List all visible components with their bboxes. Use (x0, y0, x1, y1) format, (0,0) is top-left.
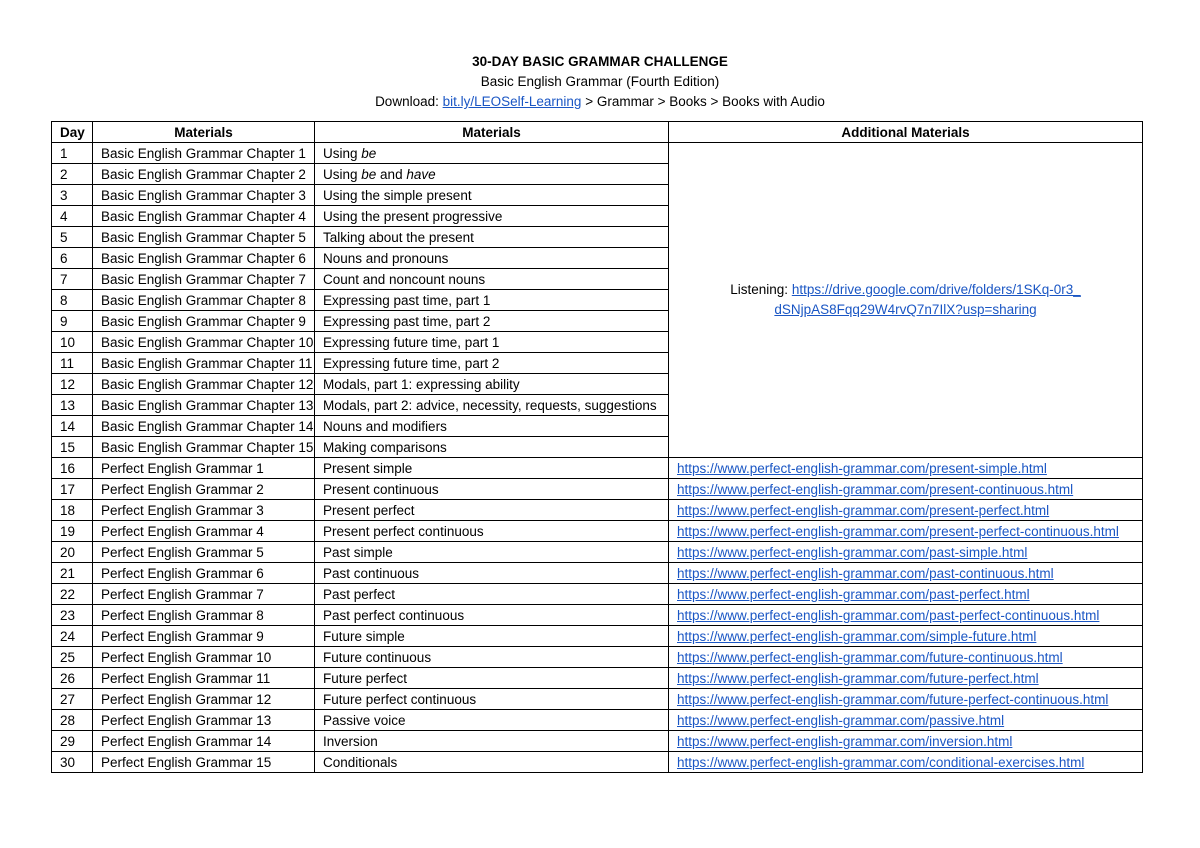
day-cell: 10 (52, 332, 93, 353)
additional-cell (669, 647, 1143, 668)
table-row (52, 542, 1143, 563)
topic-text: Count and noncount nouns (323, 271, 486, 287)
material-cell: Basic English Grammar Chapter 12 (93, 374, 315, 395)
day-cell: 18 (52, 500, 93, 521)
topic-text: Present perfect (323, 502, 415, 518)
resource-link[interactable]: https://www.perfect-english-grammar.com/future-perfect-continuous.html (677, 691, 1109, 707)
table-row (52, 563, 1143, 584)
download-link[interactable]: bit.ly/LEOSelf-Learning (442, 94, 582, 109)
additional-cell (669, 731, 1143, 752)
day-cell: 25 (52, 647, 93, 668)
resource-link[interactable]: https://www.perfect-english-grammar.com/simple-future.html (677, 628, 1037, 644)
resource-link[interactable]: https://www.perfect-english-grammar.com/inversion.html (677, 733, 1013, 749)
material-cell: Perfect English Grammar 5 (93, 542, 315, 563)
topic-cell (315, 395, 669, 416)
material-cell: Perfect English Grammar 7 (93, 584, 315, 605)
topic-text: Modals, part 2: advice, necessity, requests, suggestions (323, 397, 657, 413)
page-subtitle: Basic English Grammar (Fourth Edition) (480, 74, 720, 89)
resource-link[interactable]: https://www.perfect-english-grammar.com/present-perfect-continuous.html (677, 523, 1119, 539)
additional-cell (669, 668, 1143, 689)
header-materials-topic: Materials (315, 122, 669, 143)
day-cell: 4 (52, 206, 93, 227)
additional-cell (669, 584, 1143, 605)
topic-text: Future continuous (323, 649, 432, 665)
topic-cell (315, 227, 669, 248)
additional-cell (669, 752, 1143, 773)
topic-cell (315, 500, 669, 521)
material-cell: Basic English Grammar Chapter 3 (93, 185, 315, 206)
topic-text: Using (323, 145, 362, 161)
material-cell: Perfect English Grammar 4 (93, 521, 315, 542)
table-row (52, 752, 1143, 773)
topic-text: Present perfect continuous (323, 523, 484, 539)
table-row (52, 710, 1143, 731)
additional-cell (669, 605, 1143, 626)
day-cell: 13 (52, 395, 93, 416)
additional-cell (669, 563, 1143, 584)
listening-label: Listening: (730, 282, 792, 297)
material-cell: Perfect English Grammar 11 (93, 668, 315, 689)
download-line (0, 92, 1200, 112)
topic-text: Present continuous (323, 481, 439, 497)
table-row (52, 689, 1143, 710)
day-cell: 7 (52, 269, 93, 290)
table-row (52, 731, 1143, 752)
table-row (52, 668, 1143, 689)
day-cell: 14 (52, 416, 93, 437)
download-label: Download: (375, 94, 443, 109)
material-cell: Basic English Grammar Chapter 11 (93, 353, 315, 374)
additional-cell (669, 710, 1143, 731)
topic-text: Nouns and modifiers (323, 418, 447, 434)
table-body (52, 143, 1143, 773)
header-day: Day (52, 122, 93, 143)
material-cell: Basic English Grammar Chapter 10 (93, 332, 315, 353)
table-row (52, 479, 1143, 500)
topic-text: Modals, part 1: expressing ability (323, 376, 520, 392)
day-cell: 5 (52, 227, 93, 248)
table-row (52, 626, 1143, 647)
topic-cell (315, 437, 669, 458)
challenge-table (51, 121, 1143, 773)
topic-text: Making comparisons (323, 439, 447, 455)
material-cell: Basic English Grammar Chapter 8 (93, 290, 315, 311)
material-cell: Perfect English Grammar 14 (93, 731, 315, 752)
topic-cell (315, 542, 669, 563)
topic-text: Expressing past time, part 1 (323, 292, 491, 308)
header-materials: Materials (93, 122, 315, 143)
topic-text: and (376, 166, 407, 182)
material-cell: Basic English Grammar Chapter 14 (93, 416, 315, 437)
topic-text: Past continuous (323, 565, 420, 581)
day-cell: 12 (52, 374, 93, 395)
topic-text: Present simple (323, 460, 413, 476)
resource-link[interactable]: https://www.perfect-english-grammar.com/past-perfect.html (677, 586, 1030, 602)
topic-cell (315, 626, 669, 647)
day-cell: 16 (52, 458, 93, 479)
day-cell: 11 (52, 353, 93, 374)
material-cell: Perfect English Grammar 10 (93, 647, 315, 668)
topic-text: Past simple (323, 544, 393, 560)
day-cell: 15 (52, 437, 93, 458)
header-additional-materials: Additional Materials (669, 122, 1143, 143)
topic-text: Passive voice (323, 712, 406, 728)
topic-cell (315, 164, 669, 185)
day-cell: 20 (52, 542, 93, 563)
material-cell: Perfect English Grammar 8 (93, 605, 315, 626)
topic-cell (315, 143, 669, 164)
additional-cell (669, 542, 1143, 563)
day-cell: 9 (52, 311, 93, 332)
topic-cell (315, 206, 669, 227)
topic-cell (315, 374, 669, 395)
material-cell: Basic English Grammar Chapter 4 (93, 206, 315, 227)
topic-text: Past perfect continuous (323, 607, 465, 623)
day-cell: 2 (52, 164, 93, 185)
topic-cell (315, 521, 669, 542)
day-cell: 17 (52, 479, 93, 500)
resource-link[interactable]: https://www.perfect-english-grammar.com/present-continuous.html (677, 481, 1074, 497)
day-cell: 23 (52, 605, 93, 626)
resource-link[interactable]: https://www.perfect-english-grammar.com/past-perfect-continuous.html (677, 607, 1100, 623)
topic-cell (315, 752, 669, 773)
material-cell: Perfect English Grammar 9 (93, 626, 315, 647)
document-header (0, 52, 1200, 112)
topic-text: Expressing future time, part 2 (323, 355, 500, 371)
topic-cell (315, 269, 669, 290)
topic-cell (315, 458, 669, 479)
topic-cell (315, 668, 669, 689)
day-cell: 29 (52, 731, 93, 752)
topic-text: Using (323, 166, 362, 182)
additional-cell (669, 689, 1143, 710)
day-cell: 21 (52, 563, 93, 584)
download-path: > Grammar > Books > Books with Audio (581, 94, 825, 109)
additional-cell (669, 458, 1143, 479)
topic-text: Nouns and pronouns (323, 250, 449, 266)
day-cell: 28 (52, 710, 93, 731)
topic-text: Expressing past time, part 2 (323, 313, 491, 329)
table-row (52, 458, 1143, 479)
material-cell: Basic English Grammar Chapter 13 (93, 395, 315, 416)
topic-cell (315, 731, 669, 752)
material-cell: Basic English Grammar Chapter 9 (93, 311, 315, 332)
topic-text: Future perfect continuous (323, 691, 477, 707)
material-cell: Basic English Grammar Chapter 7 (93, 269, 315, 290)
day-cell: 1 (52, 143, 93, 164)
resource-link[interactable]: https://www.perfect-english-grammar.com/future-continuous.html (677, 649, 1063, 665)
topic-cell (315, 416, 669, 437)
material-cell: Basic English Grammar Chapter 5 (93, 227, 315, 248)
topic-text: Future perfect (323, 670, 408, 686)
topic-cell (315, 332, 669, 353)
topic-cell (315, 584, 669, 605)
resource-link[interactable]: https://www.perfect-english-grammar.com/past-continuous.html (677, 565, 1054, 581)
resource-link[interactable]: https://www.perfect-english-grammar.com/past-simple.html (677, 544, 1028, 560)
resource-link[interactable]: https://www.perfect-english-grammar.com/present-simple.html (677, 460, 1047, 476)
topic-cell (315, 353, 669, 374)
material-cell: Basic English Grammar Chapter 2 (93, 164, 315, 185)
topic-text: Using the simple present (323, 187, 472, 203)
resource-link[interactable]: https://www.perfect-english-grammar.com/conditional-exercises.html (677, 754, 1085, 770)
topic-text: Conditionals (323, 754, 398, 770)
material-cell: Perfect English Grammar 13 (93, 710, 315, 731)
material-cell: Perfect English Grammar 1 (93, 458, 315, 479)
listening-link[interactable]: https://drive.google.com/drive/folders/1SKq-0r3_dSNjpAS8Fqq29W4rvQ7n7IlX?usp=sharing (774, 282, 1081, 317)
material-cell: Perfect English Grammar 3 (93, 500, 315, 521)
day-cell: 6 (52, 248, 93, 269)
topic-cell (315, 563, 669, 584)
day-cell: 24 (52, 626, 93, 647)
topic-text: Past perfect (323, 586, 396, 602)
topic-text: Expressing future time, part 1 (323, 334, 500, 350)
day-cell: 3 (52, 185, 93, 206)
topic-cell (315, 311, 669, 332)
additional-cell (669, 521, 1143, 542)
topic-text: Using the present progressive (323, 208, 503, 224)
day-cell: 19 (52, 521, 93, 542)
material-cell: Perfect English Grammar 15 (93, 752, 315, 773)
topic-cell (315, 647, 669, 668)
table-row (52, 143, 1143, 164)
material-cell: Perfect English Grammar 12 (93, 689, 315, 710)
header-row (52, 122, 1143, 143)
day-cell: 26 (52, 668, 93, 689)
topic-cell (315, 710, 669, 731)
additional-cell (669, 500, 1143, 521)
topic-text: Inversion (323, 733, 378, 749)
material-cell: Basic English Grammar Chapter 15 (93, 437, 315, 458)
day-cell: 22 (52, 584, 93, 605)
topic-emphasis: be (361, 166, 377, 182)
topic-cell (315, 479, 669, 500)
topic-cell (315, 290, 669, 311)
additional-cell (669, 626, 1143, 647)
listening-cell (669, 143, 1143, 458)
day-cell: 8 (52, 290, 93, 311)
table-row (52, 500, 1143, 521)
topic-cell (315, 185, 669, 206)
table-row (52, 647, 1143, 668)
table-row (52, 605, 1143, 626)
material-cell: Basic English Grammar Chapter 6 (93, 248, 315, 269)
topic-cell (315, 248, 669, 269)
additional-cell (669, 479, 1143, 500)
topic-emphasis: be (361, 145, 377, 161)
material-cell: Basic English Grammar Chapter 1 (93, 143, 315, 164)
resource-link[interactable]: https://www.perfect-english-grammar.com/future-perfect.html (677, 670, 1039, 686)
day-cell: 27 (52, 689, 93, 710)
resource-link[interactable]: https://www.perfect-english-grammar.com/present-perfect.html (677, 502, 1050, 518)
material-cell: Perfect English Grammar 2 (93, 479, 315, 500)
day-cell: 30 (52, 752, 93, 773)
topic-emphasis: have (406, 166, 436, 182)
page-title: 30-DAY BASIC GRAMMAR CHALLENGE (472, 54, 728, 69)
topic-cell (315, 605, 669, 626)
table-row (52, 584, 1143, 605)
table-row (52, 521, 1143, 542)
topic-cell (315, 689, 669, 710)
resource-link[interactable]: https://www.perfect-english-grammar.com/passive.html (677, 712, 1005, 728)
material-cell: Perfect English Grammar 6 (93, 563, 315, 584)
topic-text: Future simple (323, 628, 405, 644)
topic-text: Talking about the present (323, 229, 474, 245)
